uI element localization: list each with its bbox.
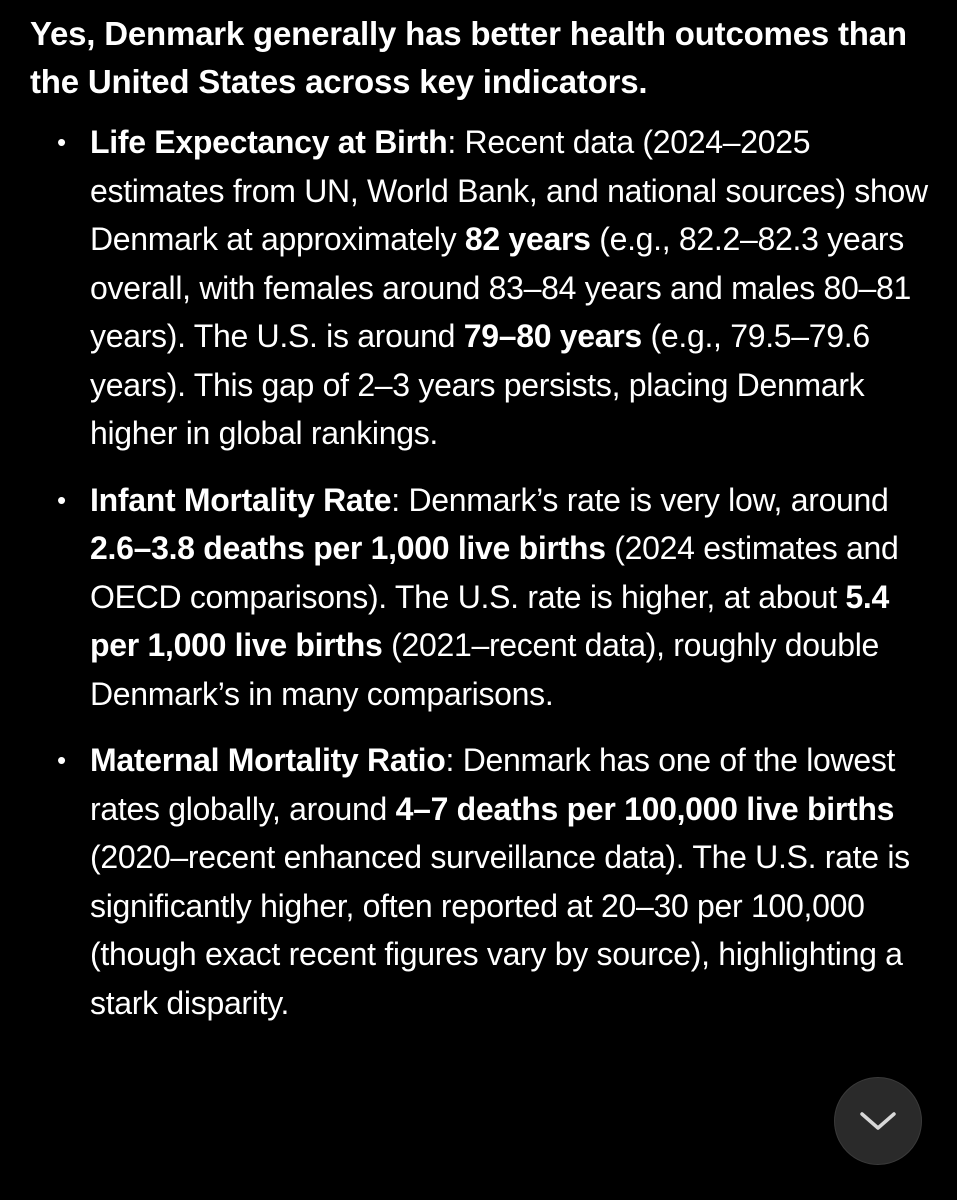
list-item [30,476,935,719]
highlight-text: 82 years [464,221,591,257]
separator: : [445,742,463,778]
bullet-icon: • [57,745,66,775]
bullet-icon: • [57,484,66,515]
list-item-text: (e.g., 79.5–79.6 years). This gap of 2–3 years persists, placing Denmark higher in global rankings. [90,318,870,451]
list-item-title: Infant Mortality Rate [90,481,392,518]
list-item-text: (2020–recent enhanced surveillance data). The U.S. rate is significantly higher, often reported at 20–30 per 100,000 (though exact recent figures vary by source), highlighting a stark disparity. [90,839,910,1021]
list-item-title: Life Expectancy at Birth [90,124,448,160]
list-item [30,736,935,1027]
separator: : [447,124,465,160]
list-item-text: (e.g., 82.2–82.3 years overall, with females around 83–84 years and males 80–81 years). The U.S. is around [90,221,912,354]
list-item-text: (2021–recent data), roughly double Denmark’s in many comparisons. [90,627,880,712]
list-item-text: Recent data (2024–2025 estimates from UN, World Bank, and national sources) show Denmark at approximately [90,124,928,257]
indicator-list [30,118,935,1027]
list-item-text: (2024 estimates and OECD comparisons). The U.S. rate is higher, at about [90,530,899,615]
chevron-down-icon [858,1109,898,1133]
highlight-text: 2.6–3.8 deaths per 1,000 live births [90,530,606,566]
intro-paragraph: Yes, Denmark generally has better health outcomes than the United States across key indicators. [30,15,907,100]
highlight-text: 5.4 per 1,000 live births [90,578,890,663]
separator: : [391,481,409,518]
bullet-icon: • [57,127,66,157]
list-item [30,118,935,458]
highlight-text: 79–80 years [463,318,642,354]
response-content [30,10,935,1045]
highlight-text: 4–7 deaths per 100,000 live births [395,790,895,827]
list-item-text: Denmark has one of the lowest rates globally, around [90,742,896,827]
list-item-title: Maternal Mortality Ratio [90,742,446,778]
list-item-text: Denmark’s rate is very low, around [408,481,889,518]
scroll-down-button[interactable] [834,1077,922,1165]
